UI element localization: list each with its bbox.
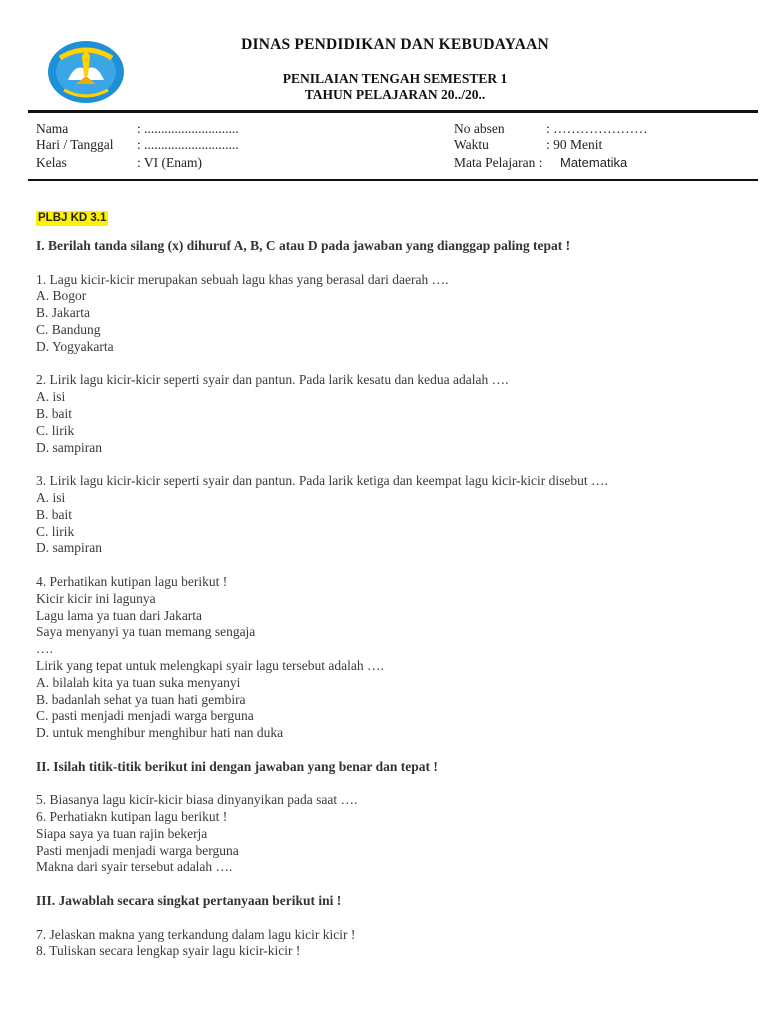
question-line: 8. Tuliskan secara lengkap syair lagu kicir-kicir ! xyxy=(36,943,301,959)
question-line: Siapa saya ya tuan rajin bekerja xyxy=(36,825,208,841)
question-line: A. isi xyxy=(36,489,66,505)
question-line: A. isi xyxy=(36,389,66,405)
question-line: Saya menyanyi ya tuan memang sengaja xyxy=(36,624,256,640)
question-line: D. Yogyakarta xyxy=(36,338,114,354)
waktu-value: : 90 Menit xyxy=(546,137,603,152)
no-absen-field[interactable]: : ………………… xyxy=(546,121,648,136)
section-instruction: III. Jawablah secara singkat pertanyaan berikut ini ! xyxy=(36,893,342,909)
blank-line xyxy=(36,557,756,574)
blank-line xyxy=(36,742,756,759)
nama-label: Nama xyxy=(36,121,69,136)
blank-line xyxy=(36,456,756,473)
waktu-label: Waktu xyxy=(454,137,489,152)
question-line: 4. Perhatikan kutipan lagu berikut ! xyxy=(36,573,228,589)
kelas-value: : VI (Enam) xyxy=(137,155,202,170)
question-line: C. lirik xyxy=(36,422,75,438)
question-line: A. Bogor xyxy=(36,288,87,304)
academic-year: TAHUN PELAJARAN 20../20.. xyxy=(304,87,486,102)
question-line: B. Jakarta xyxy=(36,305,90,321)
blank-line xyxy=(36,876,756,893)
question-line: Lirik yang tepat untuk melengkapi syair lagu tersebut adalah …. xyxy=(36,657,384,673)
header-divider-bottom xyxy=(28,179,758,181)
question-line: 6. Perhatiakn kutipan lagu berikut ! xyxy=(36,809,228,825)
blank-line xyxy=(36,356,756,373)
question-line: B. badanlah sehat ya tuan hati gembira xyxy=(36,691,246,707)
hari-tanggal-field[interactable]: : ............................ xyxy=(137,137,239,152)
agency-title: DINAS PENDIDIKAN DAN KEBUDAYAAN xyxy=(241,36,549,53)
exam-title: PENILAIAN TENGAH SEMESTER 1 xyxy=(282,71,508,86)
section-instruction: I. Berilah tanda silang (x) dihuruf A, B, C atau D pada jawaban yang dianggap paling tepat ! xyxy=(36,238,571,253)
question-line: D. untuk menghibur menghibur hati nan duka xyxy=(36,725,284,741)
blank-line xyxy=(36,776,756,793)
question-line: Makna dari syair tersebut adalah …. xyxy=(36,859,233,875)
hari-tanggal-label: Hari / Tanggal xyxy=(36,137,114,152)
question-line: 2. Lirik lagu kicir-kicir seperti syair dan pantun. Pada larik kesatu dan kedua adalah …. xyxy=(36,372,509,388)
header-divider-top xyxy=(28,110,758,113)
no-absen-label: No absen xyxy=(454,121,505,136)
mata-pelajaran-label: Mata Pelajaran : xyxy=(454,155,543,170)
question-line: C. Bandung xyxy=(36,321,101,337)
question-line: 3. Lirik lagu kicir-kicir seperti syair dan pantun. Pada larik ketiga dan keempat lagu kicir-kicir disebut …. xyxy=(36,473,608,489)
question-line: C. lirik xyxy=(36,523,75,539)
section-instruction: II. Isilah titik-titik berikut ini dengan jawaban yang benar dan tepat ! xyxy=(36,758,438,774)
question-line: …. xyxy=(36,641,53,657)
nama-field[interactable]: : ............................ xyxy=(137,121,239,136)
question-line: 7. Jelaskan makna yang terkandung dalam lagu kicir kicir ! xyxy=(36,926,356,942)
question-line: A. bilalah kita ya tuan suka menyanyi xyxy=(36,674,241,690)
question-line: Lagu lama ya tuan dari Jakarta xyxy=(36,607,203,623)
question-line: Kicir kicir ini lagunya xyxy=(36,590,156,606)
question-line: B. bait xyxy=(36,405,72,421)
question-line: Pasti menjadi menjadi warga berguna xyxy=(36,842,239,858)
blank-line xyxy=(36,255,756,272)
question-line: D. sampiran xyxy=(36,439,102,455)
question-line: D. sampiran xyxy=(36,540,102,556)
mata-pelajaran-value: Matematika xyxy=(560,155,628,170)
kd-highlight-tag: PLBJ KD 3.1 xyxy=(38,212,107,224)
exam-questions xyxy=(36,238,756,960)
question-line: C. pasti menjadi menjadi warga berguna xyxy=(36,708,254,724)
kelas-label: Kelas xyxy=(36,155,67,170)
question-line: 1. Lagu kicir-kicir merupakan sebuah lagu khas yang berasal dari daerah …. xyxy=(36,271,449,287)
tut-wuri-handayani-logo xyxy=(46,40,126,104)
question-line: 5. Biasanya lagu kicir-kicir biasa dinyanyikan pada saat …. xyxy=(36,792,358,808)
question-line: B. bait xyxy=(36,506,72,522)
blank-line xyxy=(36,910,756,927)
